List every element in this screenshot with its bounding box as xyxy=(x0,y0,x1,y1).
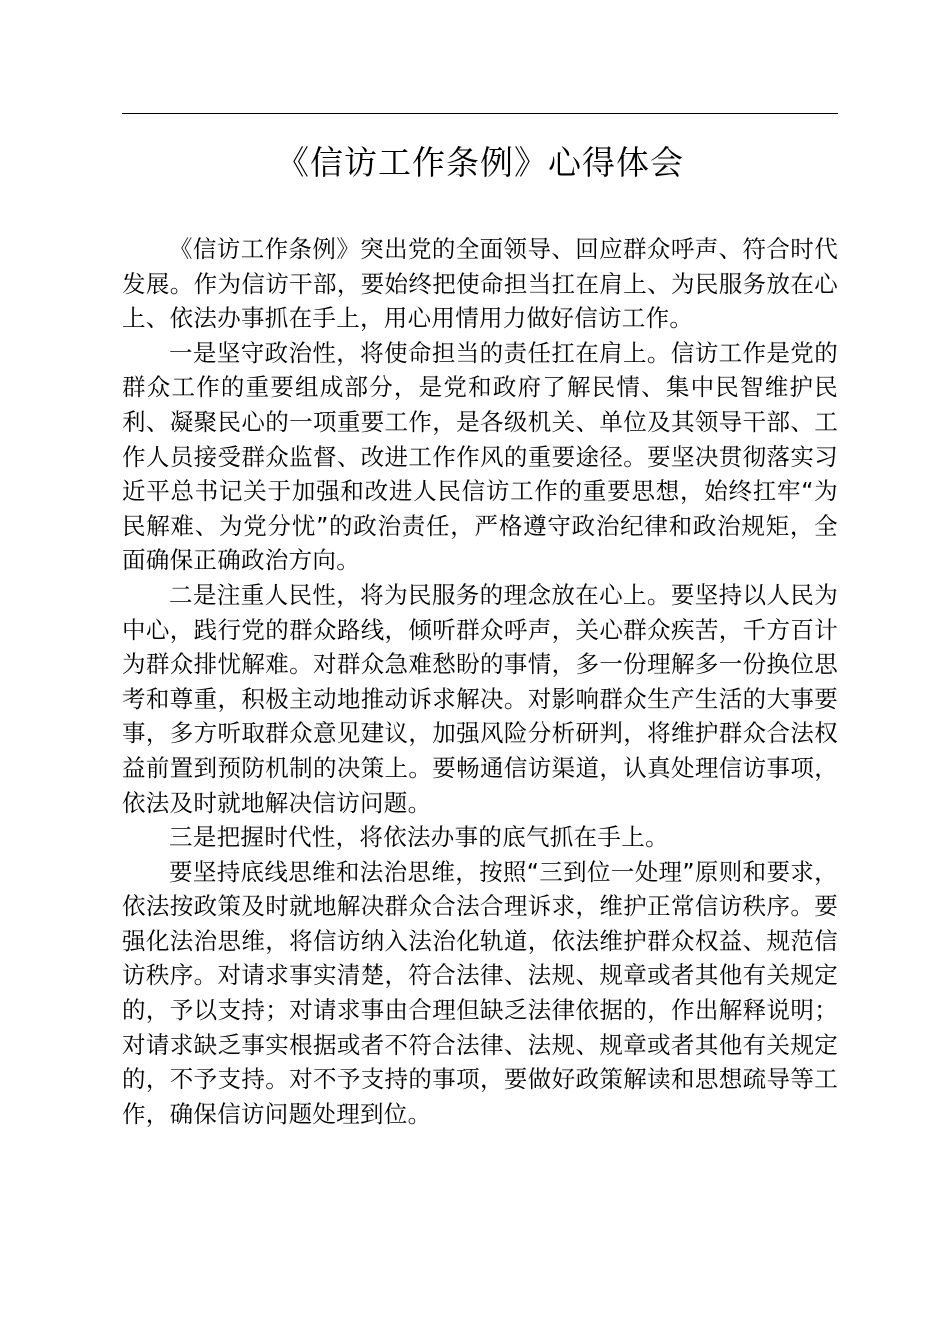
paragraph-people: 二是注重人民性，将为民服务的理念放在心上。要坚持以人民为中心，践行党的群众路线，倾听群众呼声，关心群众疾苦，千方百计为群众排忧解难。对群众急难愁盼的事情，多一份理解多一份换位思考和尊重，积极主动地推动诉求解决。对影响群众生产生活的大事要事，多方听取群众意见建议，加强风险分析研判，将维护群众合法权益前置到预防机制的决策上。要畅通信访渠道，认真处理信访事项，依法及时就地解决信访问题。 xyxy=(122,580,838,817)
document-title: 《信访工作条例》心得体会 xyxy=(276,143,684,182)
paragraph-law: 要坚持底线思维和法治思维，按照“三到位一处理”原则和要求，依法按政策及时就地解决群众合法合理诉求，维护正常信访秩序。要强化法治思维，将信访纳入法治化轨道，依法维护群众权益、规范信访秩序。对请求事实清楚，符合法律、法规、规章或者其他有关规定的，予以支持；对请求事由合理但缺乏法律依据的，作出解释说明；对请求缺乏事实根据或者不符合法律、法规、规章或者其他有关规定的，不予支持。对不予支持的事项，要做好政策解读和思想疏导等工作，确保信访问题处理到位。 xyxy=(122,857,838,1128)
paragraph-political: 一是坚守政治性，将使命担当的责任扛在肩上。信访工作是党的群众工作的重要组成部分，是党和政府了解民情、集中民智维护民利、凝聚民心的一项重要工作，是各级机关、单位及其领导干部、工作人员接受群众监督、改进工作作风的重要途径。要坚决贯彻落实习近平总书记关于加强和改进人民信访工作的重要思想，始终扛牢“为民解难、为党分忧”的政治责任，严格遵守政治纪律和政治规矩，全面确保正确政治方向。 xyxy=(122,338,838,575)
paragraph-intro: 《信访工作条例》突出党的全面领导、回应群众呼声、符合时代发展。作为信访干部，要始终把使命担当扛在肩上、为民服务放在心上、依法办事抓在手上，用心用情用力做好信访工作。 xyxy=(122,235,838,333)
paragraph-era-heading: 三是把握时代性，将依法办事的底气抓在手上。 xyxy=(169,823,669,852)
header-rule xyxy=(122,113,838,114)
document-body xyxy=(122,232,838,1131)
